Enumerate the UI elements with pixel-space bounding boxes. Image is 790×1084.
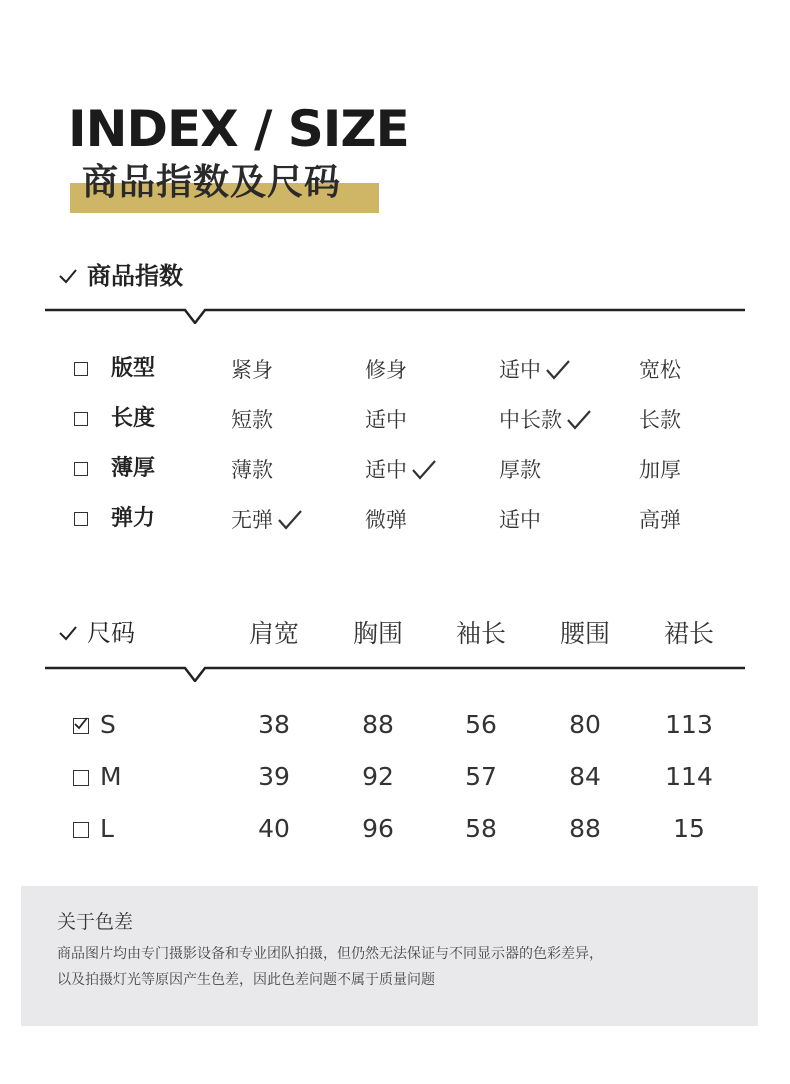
index-row-label: 薄厚 bbox=[111, 456, 156, 481]
index-option-label: 适中 bbox=[499, 508, 541, 532]
note-line-2: 以及拍摄灯光等原因产生色差，因此色差问题不属于质量问题 bbox=[57, 972, 435, 988]
size-label: L bbox=[100, 814, 114, 843]
index-checkbox[interactable] bbox=[74, 412, 88, 426]
title-english: INDEX / SIZE bbox=[68, 100, 409, 158]
size-value-cell: 96 bbox=[362, 814, 394, 843]
index-option bbox=[365, 355, 407, 385]
size-checkbox[interactable] bbox=[73, 718, 89, 734]
index-option bbox=[365, 455, 437, 485]
size-section-title bbox=[57, 617, 135, 649]
index-option-label: 高弹 bbox=[639, 508, 681, 532]
size-section-label: 尺码 bbox=[87, 619, 135, 647]
size-value-cell: 114 bbox=[665, 762, 713, 791]
size-checkbox[interactable] bbox=[73, 822, 89, 838]
index-option bbox=[365, 405, 407, 435]
check-icon bbox=[73, 716, 89, 732]
note-line-1: 商品图片均由专门摄影设备和专业团队拍摄，但仍然无法保证与不同显示器的色彩差异， bbox=[57, 946, 603, 962]
index-option-label: 加厚 bbox=[639, 458, 681, 482]
index-checkbox[interactable] bbox=[74, 512, 88, 526]
index-option bbox=[231, 455, 273, 485]
size-value-cell: 84 bbox=[569, 762, 601, 791]
index-option-label: 微弹 bbox=[365, 508, 407, 532]
check-icon bbox=[566, 409, 592, 431]
index-option bbox=[499, 505, 541, 535]
index-row bbox=[0, 402, 790, 442]
index-option-label: 无弹 bbox=[231, 508, 273, 532]
index-option bbox=[231, 405, 273, 435]
column-header-skirt-length: 裙长 bbox=[663, 619, 714, 648]
check-icon bbox=[277, 509, 303, 531]
column-header-shoulder: 肩宽 bbox=[248, 619, 299, 648]
index-row-label: 弹力 bbox=[111, 506, 156, 531]
size-label: M bbox=[100, 762, 122, 791]
size-value-cell: 56 bbox=[465, 710, 497, 739]
size-value-cell: 113 bbox=[665, 710, 713, 739]
index-row bbox=[0, 452, 790, 492]
index-option-label: 薄款 bbox=[231, 458, 273, 482]
index-section-label: 商品指数 bbox=[87, 262, 183, 290]
index-option-label: 适中 bbox=[499, 358, 541, 382]
index-section-title bbox=[57, 260, 183, 292]
size-value-cell: 57 bbox=[465, 762, 497, 791]
note-title: 关于色差 bbox=[57, 911, 134, 933]
column-header-bust: 胸围 bbox=[352, 619, 403, 648]
check-icon bbox=[57, 625, 79, 641]
size-label: S bbox=[100, 710, 116, 739]
size-row bbox=[0, 705, 790, 749]
index-option bbox=[499, 455, 541, 485]
size-divider bbox=[45, 658, 745, 682]
index-option bbox=[639, 355, 681, 385]
title-chinese: 商品指数及尺码 bbox=[82, 162, 342, 203]
index-option bbox=[499, 405, 592, 435]
size-value-cell: 88 bbox=[569, 814, 601, 843]
index-checkbox[interactable] bbox=[74, 362, 88, 376]
size-value-cell: 39 bbox=[258, 762, 290, 791]
size-value-cell: 38 bbox=[258, 710, 290, 739]
index-option-label: 紧身 bbox=[231, 358, 273, 382]
column-header-sleeve: 袖长 bbox=[455, 619, 506, 648]
index-option bbox=[639, 405, 681, 435]
size-value-cell: 80 bbox=[569, 710, 601, 739]
index-row bbox=[0, 352, 790, 392]
index-divider bbox=[45, 300, 745, 324]
index-option-label: 短款 bbox=[231, 408, 273, 432]
index-row-label: 版型 bbox=[111, 356, 156, 381]
color-note-box bbox=[21, 886, 758, 1026]
index-option bbox=[639, 455, 681, 485]
index-row-label: 长度 bbox=[111, 406, 156, 431]
size-value-cell: 15 bbox=[673, 814, 705, 843]
size-value-cell: 58 bbox=[465, 814, 497, 843]
index-option bbox=[231, 505, 303, 535]
check-icon bbox=[545, 359, 571, 381]
index-option bbox=[499, 355, 571, 385]
size-row bbox=[0, 809, 790, 853]
index-row bbox=[0, 502, 790, 542]
column-header-waist: 腰围 bbox=[559, 619, 610, 648]
check-icon bbox=[411, 459, 437, 481]
size-value-cell: 40 bbox=[258, 814, 290, 843]
index-option-label: 长款 bbox=[639, 408, 681, 432]
index-option-label: 适中 bbox=[365, 408, 407, 432]
size-value-cell: 88 bbox=[362, 710, 394, 739]
index-option bbox=[231, 355, 273, 385]
size-value-cell: 92 bbox=[362, 762, 394, 791]
index-option-label: 宽松 bbox=[639, 358, 681, 382]
check-icon bbox=[57, 268, 79, 284]
index-option bbox=[639, 505, 681, 535]
index-option-label: 中长款 bbox=[499, 408, 562, 432]
size-checkbox[interactable] bbox=[73, 770, 89, 786]
index-option-label: 修身 bbox=[365, 358, 407, 382]
index-option bbox=[365, 505, 407, 535]
index-option-label: 厚款 bbox=[499, 458, 541, 482]
index-checkbox[interactable] bbox=[74, 462, 88, 476]
index-option-label: 适中 bbox=[365, 458, 407, 482]
size-row bbox=[0, 757, 790, 801]
